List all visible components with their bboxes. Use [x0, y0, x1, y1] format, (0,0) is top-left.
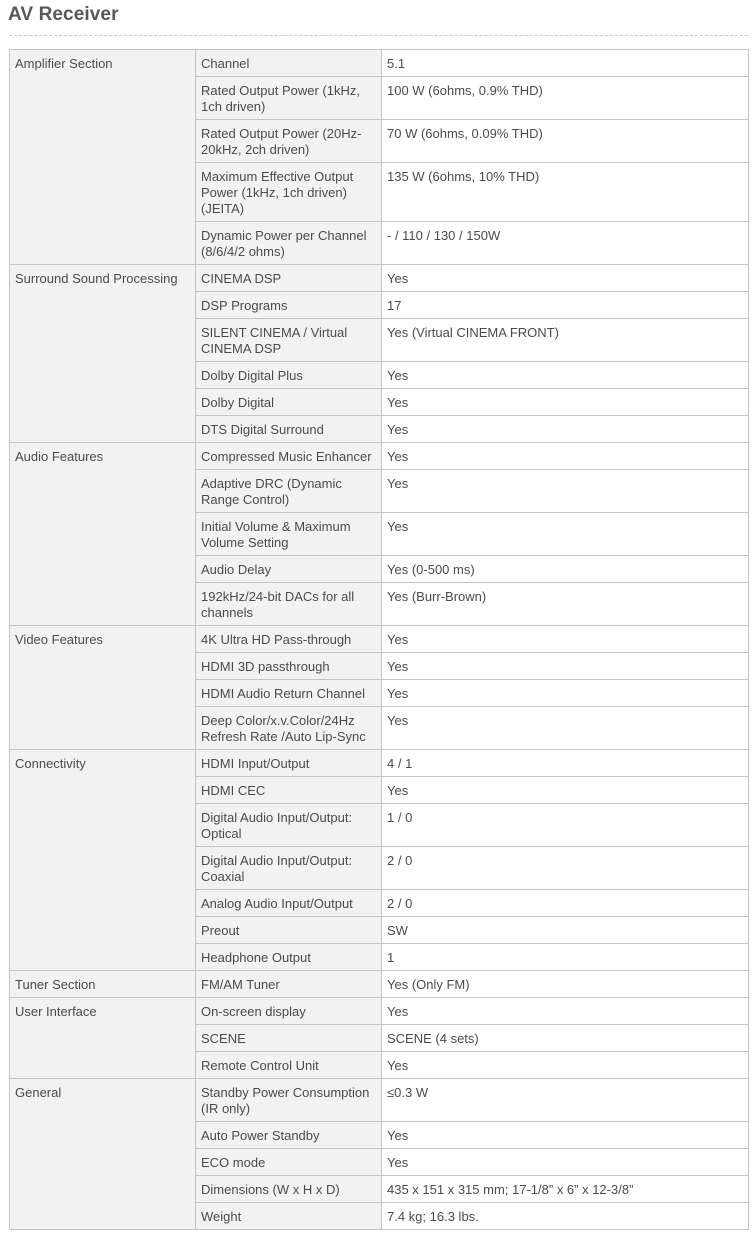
- spec-value: Yes: [382, 265, 749, 292]
- spec-value: Yes (Burr-Brown): [382, 583, 749, 626]
- section-heading: Connectivity: [10, 750, 196, 971]
- spec-table: [9, 49, 749, 1230]
- spec-label: Rated Output Power (20Hz-20kHz, 2ch driven): [196, 120, 382, 163]
- spec-value: SCENE (4 sets): [382, 1025, 749, 1052]
- spec-label: Dolby Digital Plus: [196, 362, 382, 389]
- spec-row: [10, 265, 749, 292]
- spec-value: ≤0.3 W: [382, 1079, 749, 1122]
- spec-value: 100 W (6ohms, 0.9% THD): [382, 77, 749, 120]
- spec-value: 4 / 1: [382, 750, 749, 777]
- spec-value: 17: [382, 292, 749, 319]
- spec-row: [10, 626, 749, 653]
- spec-value: SW: [382, 917, 749, 944]
- spec-row: [10, 971, 749, 998]
- spec-value: 5.1: [382, 50, 749, 77]
- spec-label: HDMI CEC: [196, 777, 382, 804]
- spec-label: Adaptive DRC (Dynamic Range Control): [196, 470, 382, 513]
- spec-value: Yes: [382, 389, 749, 416]
- spec-value: Yes: [382, 998, 749, 1025]
- spec-value: 135 W (6ohms, 10% THD): [382, 163, 749, 222]
- spec-value: Yes: [382, 1149, 749, 1176]
- spec-label: Rated Output Power (1kHz, 1ch driven): [196, 77, 382, 120]
- spec-value: Yes: [382, 680, 749, 707]
- spec-value: Yes: [382, 1052, 749, 1079]
- section-heading: Video Features: [10, 626, 196, 750]
- spec-label: SCENE: [196, 1025, 382, 1052]
- spec-value: 70 W (6ohms, 0.09% THD): [382, 120, 749, 163]
- spec-value: Yes: [382, 626, 749, 653]
- spec-label: 192kHz/24-bit DACs for all channels: [196, 583, 382, 626]
- spec-label: Preout: [196, 917, 382, 944]
- section-heading: Audio Features: [10, 443, 196, 626]
- spec-label: CINEMA DSP: [196, 265, 382, 292]
- spec-row: [10, 443, 749, 470]
- spec-label: Audio Delay: [196, 556, 382, 583]
- spec-label: Digital Audio Input/Output: Coaxial: [196, 847, 382, 890]
- spec-label: Initial Volume & Maximum Volume Setting: [196, 513, 382, 556]
- spec-label: Dynamic Power per Channel (8/6/4/2 ohms): [196, 222, 382, 265]
- spec-value: Yes (Only FM): [382, 971, 749, 998]
- spec-label: HDMI Input/Output: [196, 750, 382, 777]
- spec-label: SILENT CINEMA / Virtual CINEMA DSP: [196, 319, 382, 362]
- spec-table-body: [10, 50, 749, 1230]
- spec-label: Remote Control Unit: [196, 1052, 382, 1079]
- spec-label: On-screen display: [196, 998, 382, 1025]
- spec-label: Deep Color/x.v.Color/24Hz Refresh Rate /Auto Lip-Sync: [196, 707, 382, 750]
- spec-value: Yes: [382, 470, 749, 513]
- section-heading: Surround Sound Processing: [10, 265, 196, 443]
- spec-label: Analog Audio Input/Output: [196, 890, 382, 917]
- spec-label: HDMI Audio Return Channel: [196, 680, 382, 707]
- spec-row: [10, 998, 749, 1025]
- spec-label: Maximum Effective Output Power (1kHz, 1ch driven) (JEITA): [196, 163, 382, 222]
- spec-label: DSP Programs: [196, 292, 382, 319]
- spec-label: Channel: [196, 50, 382, 77]
- spec-value: Yes: [382, 416, 749, 443]
- spec-label: Dolby Digital: [196, 389, 382, 416]
- spec-value: 1: [382, 944, 749, 971]
- spec-value: 7.4 kg; 16.3 lbs.: [382, 1203, 749, 1230]
- spec-label: HDMI 3D passthrough: [196, 653, 382, 680]
- spec-label: Auto Power Standby: [196, 1122, 382, 1149]
- spec-value: Yes: [382, 777, 749, 804]
- spec-label: 4K Ultra HD Pass-through: [196, 626, 382, 653]
- section-heading: User Interface: [10, 998, 196, 1079]
- spec-value: Yes: [382, 443, 749, 470]
- page-title: AV Receiver: [8, 4, 119, 25]
- spec-value: Yes (0-500 ms): [382, 556, 749, 583]
- spec-label: DTS Digital Surround: [196, 416, 382, 443]
- spec-value: Yes: [382, 513, 749, 556]
- spec-value: 1 / 0: [382, 804, 749, 847]
- spec-value: Yes: [382, 1122, 749, 1149]
- spec-label: Headphone Output: [196, 944, 382, 971]
- spec-value: - / 110 / 130 / 150W: [382, 222, 749, 265]
- spec-value: 2 / 0: [382, 847, 749, 890]
- spec-row: [10, 50, 749, 77]
- section-heading: Amplifier Section: [10, 50, 196, 265]
- spec-label: Standby Power Consumption (IR only): [196, 1079, 382, 1122]
- section-heading: Tuner Section: [10, 971, 196, 998]
- spec-value: Yes: [382, 707, 749, 750]
- spec-row: [10, 750, 749, 777]
- spec-value: 2 / 0: [382, 890, 749, 917]
- spec-value: 435 x 151 x 315 mm; 17-1/8” x 6” x 12-3/8”: [382, 1176, 749, 1203]
- spec-label: Dimensions (W x H x D): [196, 1176, 382, 1203]
- spec-label: Compressed Music Enhancer: [196, 443, 382, 470]
- section-heading: General: [10, 1079, 196, 1230]
- spec-label: FM/AM Tuner: [196, 971, 382, 998]
- spec-value: Yes: [382, 653, 749, 680]
- spec-row: [10, 1079, 749, 1122]
- spec-value: Yes (Virtual CINEMA FRONT): [382, 319, 749, 362]
- spec-label: Weight: [196, 1203, 382, 1230]
- spec-label: ECO mode: [196, 1149, 382, 1176]
- spec-label: Digital Audio Input/Output: Optical: [196, 804, 382, 847]
- spec-value: Yes: [382, 362, 749, 389]
- title-divider: [9, 35, 748, 36]
